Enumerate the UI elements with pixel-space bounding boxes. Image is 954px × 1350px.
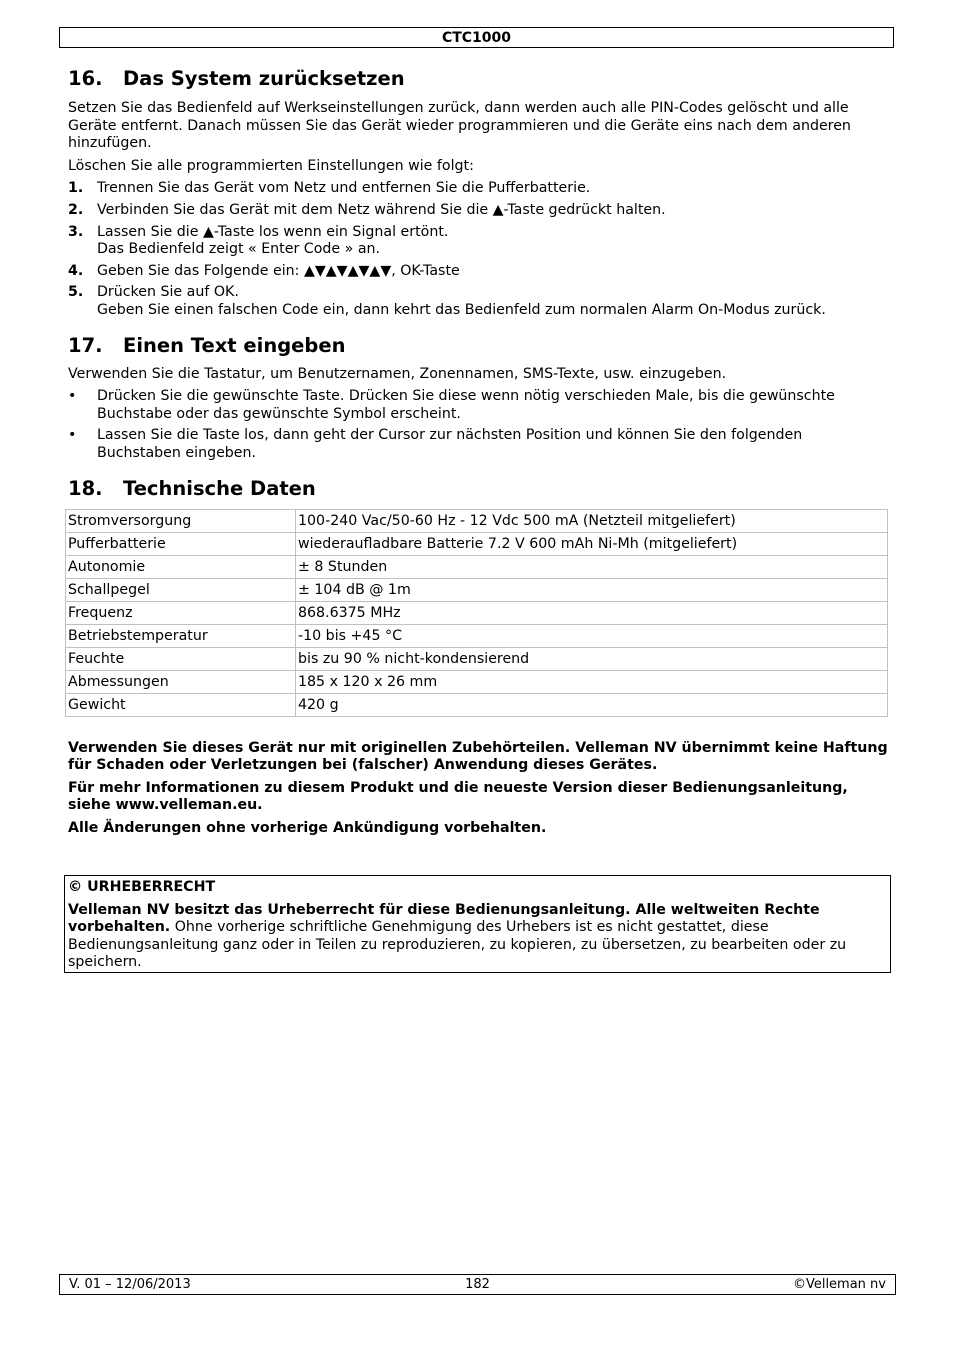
list-item: 5. Drücken Sie auf OK. Geben Sie einen falschen Code ein, dann kehrt das Bedienfeld zum normalen Alarm On-Modus zurück. — [68, 284, 826, 318]
text-entry-bullets — [68, 388, 888, 462]
copyright-box — [64, 875, 891, 973]
bullet-icon: • — [68, 427, 77, 444]
footer-page-number: 182 — [465, 1277, 490, 1292]
changes-note: Alle Änderungen ohne vorherige Ankündigung vorbehalten. — [68, 819, 547, 836]
section-16-lead: Löschen Sie alle programmierten Einstellungen wie folgt: — [68, 157, 474, 174]
table-row: Schallpegel ± 104 dB @ 1m — [66, 578, 888, 601]
table-row: Gewicht 420 g — [66, 693, 888, 716]
footer-company: ©Velleman nv — [792, 1277, 886, 1292]
page-header — [59, 27, 894, 48]
copyright-heading: © URHEBERRECHT — [68, 879, 216, 895]
table-row: Abmessungen 185 x 120 x 26 mm — [66, 670, 888, 693]
list-item: • Lassen Sie die Taste los, dann geht der Cursor zur nächsten Position und können Sie den folgenden Buchstaben eingeben. — [68, 427, 803, 461]
section-16-heading — [68, 64, 888, 94]
copyright-text: Velleman NV besitzt das Urheberrecht für diese Bedienungsanleitung. Alle weltweiten Rechte vorbehalten. Ohne vorherige schriftliche Genehmigung des Urhebers ist es nicht gestattet, diese Bedienungsanleitung ganz oder in Teilen zu reproduzieren, zu kopieren, zu übersetzen, zu bearbeiten oder zu speichern. — [68, 901, 847, 971]
accessories-note: Verwenden Sie dieses Gerät nur mit originellen Zubehörteilen. Velleman NV übernimmt keine Haftung für Schaden oder Verletzungen bei (falscher) Anwendung dieses Gerätes. — [68, 739, 888, 774]
section-17-number: 17. — [68, 333, 103, 357]
page-footer — [59, 1274, 896, 1295]
section-17-heading — [68, 331, 888, 361]
specifications-table — [65, 509, 888, 717]
section-16-intro: Setzen Sie das Bedienfeld auf Werkseinstellungen zurück, dann werden auch alle PIN-Codes gelöscht und alle Geräte entfernt. Danach müssen Sie das Gerät wieder programmieren und die Geräte eins nach dem anderen hinzufügen. — [68, 100, 851, 152]
section-17-title: Einen Text eingeben — [123, 333, 346, 357]
section-16-number: 16. — [68, 67, 103, 90]
table-row: Feuchte bis zu 90 % nicht-kondensierend — [66, 647, 888, 670]
table-row: Autonomie ± 8 Stunden — [66, 555, 888, 578]
list-item: 4. Geben Sie das Folgende ein: ▲▼▲▼▲▼▲▼, OK-Taste — [68, 262, 460, 279]
table-row: Stromversorgung 100-240 Vac/50-60 Hz - 12 Vdc 500 mA (Netzteil mitgeliefert) — [66, 509, 888, 532]
footer-version: V. 01 – 12/06/2013 — [69, 1277, 191, 1292]
table-row: Frequenz 868.6375 MHz — [66, 601, 888, 624]
list-item: • Drücken Sie die gewünschte Taste. Drücken Sie diese wenn nötig verschieden Male, bis die gewünschte Buchstabe oder das gewünschte Symbol erscheint. — [68, 388, 835, 422]
section-18-title: Technische Daten — [123, 476, 316, 500]
list-item: 3. Lassen Sie die ▲-Taste los wenn ein Signal ertönt. Das Bedienfeld zeigt « Enter Code » an. — [68, 223, 449, 258]
section-16-title: Das System zurücksetzen — [123, 67, 405, 90]
section-18-heading — [68, 474, 888, 504]
table-row: Pufferbatterie wiederaufladbare Batterie 7.2 V 600 mAh Ni-Mh (mitgeliefert) — [66, 532, 888, 555]
header-title: CTC1000 — [441, 30, 512, 46]
reset-steps-list — [68, 180, 888, 319]
section-17-intro: Verwenden Sie die Tastatur, um Benutzernamen, Zonennamen, SMS-Texte, usw. einzugeben. — [68, 365, 727, 382]
bullet-icon: • — [68, 388, 77, 405]
main-content — [68, 64, 888, 837]
table-row: Betriebstemperatur -10 bis +45 °C — [66, 624, 888, 647]
list-item: 2. Verbinden Sie das Gerät mit dem Netz während Sie die ▲-Taste gedrückt halten. — [68, 201, 666, 218]
list-item: 1. Trennen Sie das Gerät vom Netz und entfernen Sie die Pufferbatterie. — [68, 180, 591, 197]
more-info-note: Für mehr Informationen zu diesem Produkt und die neueste Version dieser Bedienungsanleitung, siehe www.velleman.eu. — [68, 779, 848, 814]
section-18-number: 18. — [68, 476, 103, 500]
